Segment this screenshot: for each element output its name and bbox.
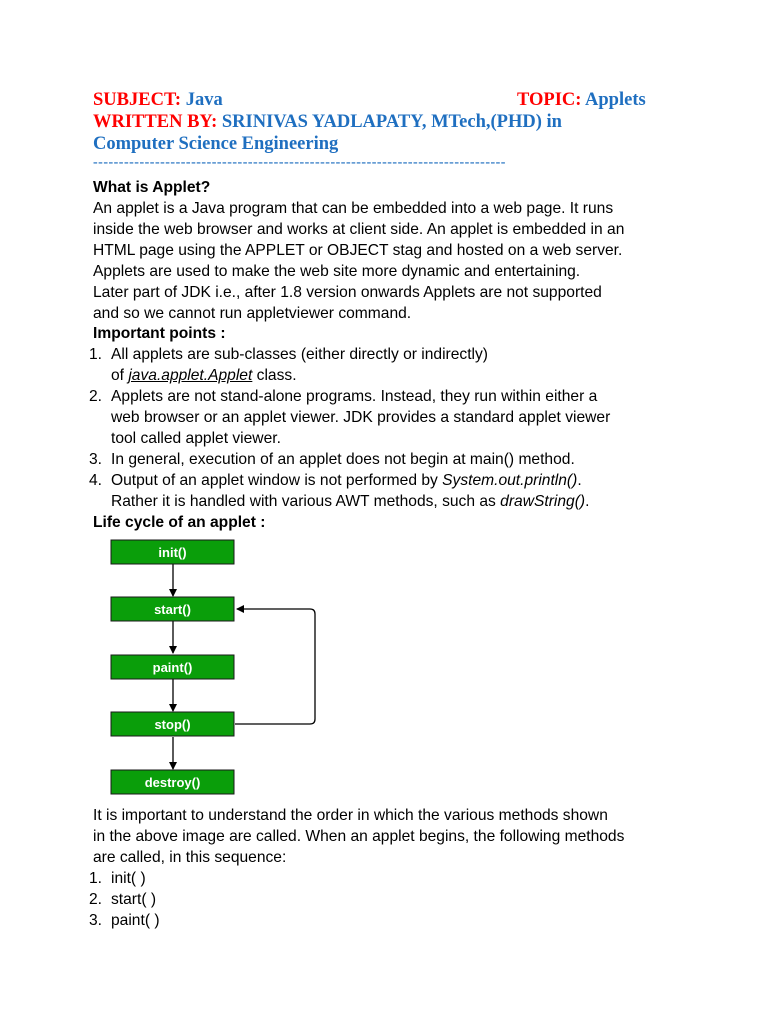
lifecycle-heading: Life cycle of an applet : [93, 514, 266, 531]
list-number: 3. [89, 451, 103, 468]
list-text: start( ) [111, 891, 157, 908]
paragraph-line: It is important to understand the order in which the various methods shown [93, 807, 608, 824]
list-text: In general, execution of an applet does not begin at main() method. [111, 451, 575, 468]
list-item-continuation: web browser or an applet viewer. JDK provides a standard applet viewer [111, 409, 611, 426]
sequence-item [89, 889, 156, 910]
list-text: . [585, 493, 590, 510]
lifecycle-label-paint: paint() [152, 660, 193, 675]
paragraph-line: HTML page using the APPLET or OBJECT stag and hosted on a web server. [93, 242, 623, 259]
list-text: Rather it is handled with various AWT methods, such as [111, 493, 501, 510]
list-text: of [111, 367, 129, 384]
author-dept: Computer Science Engineering [93, 134, 339, 154]
arrow-stop-start-loop [235, 609, 315, 724]
paragraph-line: in the above image are called. When an applet begins, the following methods [93, 828, 625, 845]
subject-label: SUBJECT: [93, 90, 182, 110]
list-number: 1. [89, 870, 103, 887]
lifecycle-label-start: start() [154, 602, 191, 617]
paragraph-line: inside the web browser and works at client side. An applet is embedded in an [93, 221, 625, 238]
important-heading: Important points : [93, 325, 226, 342]
paragraph-line: and so we cannot run appletviewer command. [93, 305, 412, 322]
written-by-label: WRITTEN BY: [93, 112, 218, 132]
sequence-item [89, 868, 146, 889]
topic-label: TOPIC: [517, 90, 582, 110]
list-number: 4. [89, 472, 103, 489]
code-text: drawString() [500, 493, 586, 510]
list-text: Output of an applet window is not performed by [111, 472, 443, 489]
list-text: class. [252, 367, 297, 384]
paragraph-line: are called, in this sequence: [93, 849, 287, 866]
class-name-code: java.applet.Applet [128, 367, 253, 384]
list-text: init( ) [111, 870, 146, 887]
lifecycle-label-destroy: destroy() [144, 775, 201, 790]
topic-value: Applets [585, 90, 646, 110]
code-text: System.out.println() [442, 472, 578, 489]
what-is-heading: What is Applet? [93, 179, 211, 196]
list-text: Applets are not stand-alone programs. Instead, they run within either a [111, 388, 598, 405]
paragraph-line: An applet is a Java program that can be embedded into a web page. It runs [93, 200, 614, 217]
paragraph-line: Applets are used to make the web site more dynamic and entertaining. [93, 263, 581, 280]
list-number: 3. [89, 912, 103, 929]
list-text: . [577, 472, 582, 489]
list-number: 1. [89, 346, 103, 363]
separator-line: -------------------------------------------------------------------------------- [93, 155, 506, 170]
list-item-continuation: tool called applet viewer. [111, 430, 281, 447]
list-text: paint( ) [111, 912, 160, 929]
list-text: All applets are sub-classes (either directly or indirectly) [111, 346, 488, 363]
subject-value: Java [185, 90, 223, 110]
list-number: 2. [89, 388, 103, 405]
lifecycle-label-init: init() [158, 545, 187, 560]
list-number: 2. [89, 891, 103, 908]
paragraph-line: Later part of JDK i.e., after 1.8 version onwards Applets are not supported [93, 284, 602, 301]
author-name: SRINIVAS YADLAPATY, MTech,(PHD) in [221, 112, 562, 132]
lifecycle-label-stop: stop() [154, 717, 191, 732]
sequence-item [89, 910, 160, 931]
